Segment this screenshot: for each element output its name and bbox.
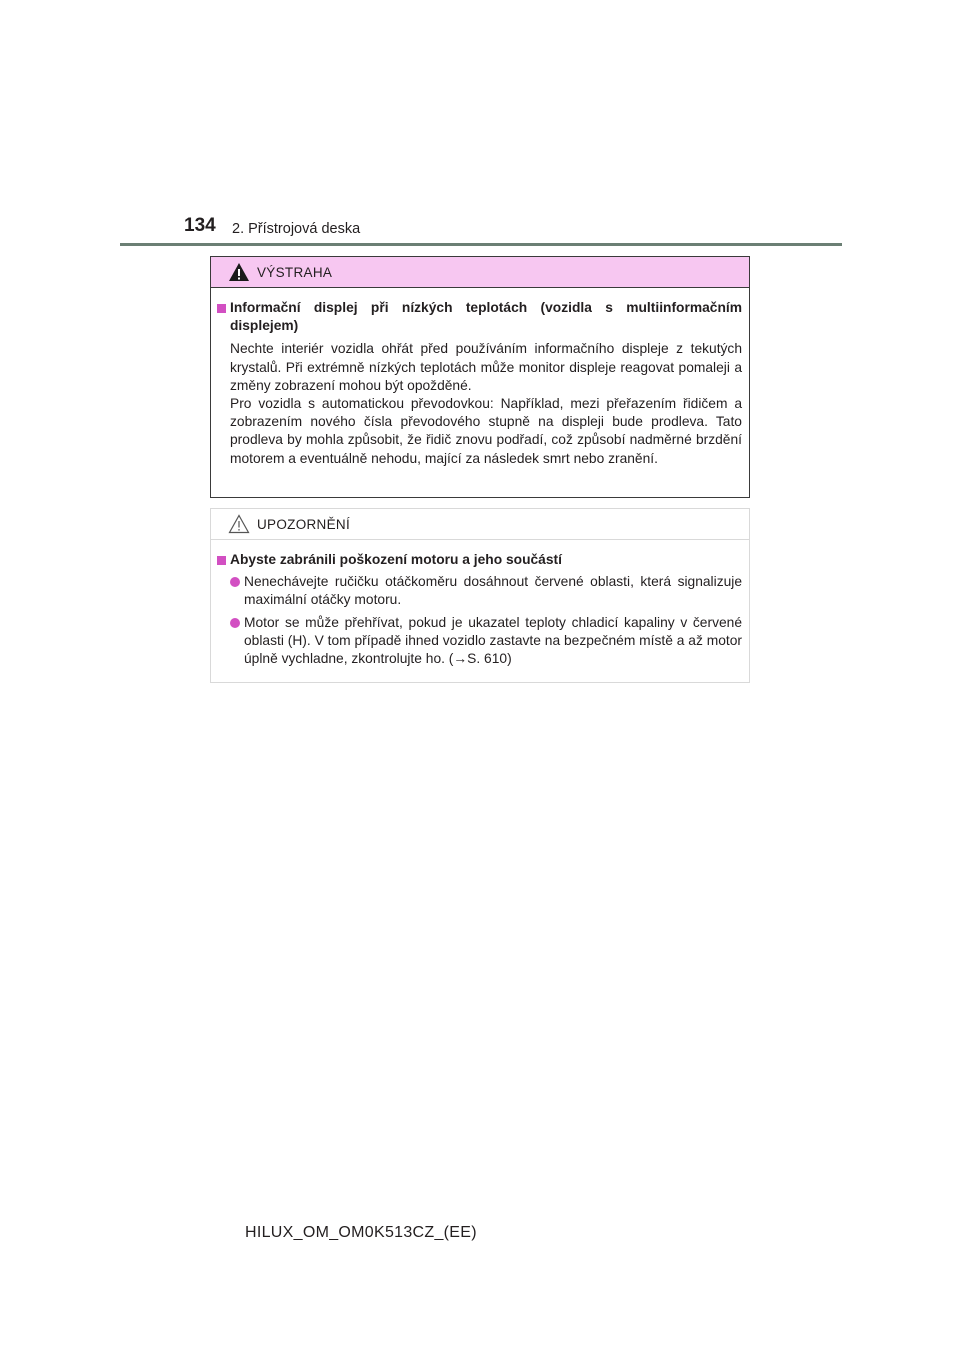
- notice-body: [211, 540, 749, 668]
- notice-item-text: Nenechávejte ručičku otáčkoměru dosáhnout červené oblasti, která signalizuje maximální otáčky motoru.: [244, 574, 742, 608]
- chapter-title: 2. Přístrojová deska: [232, 221, 361, 237]
- notice-box: [210, 508, 750, 683]
- notice-item-1: [230, 573, 742, 609]
- page-number: 134: [184, 215, 216, 236]
- warning-box: [210, 256, 750, 498]
- square-bullet-icon: [217, 304, 226, 313]
- notice-section-title: [217, 551, 742, 569]
- header-rule: [120, 243, 842, 246]
- caution-triangle-icon: [228, 514, 250, 534]
- warning-paragraph-2: Pro vozidla s automatickou převodovkou: Například, mezi přeřazením řidičem a zobrazením nového čísla převodového stupně na displeji bude prodleva. Tato prodleva by mohla způsobit, že řidič znovu podřadí, což způsobí nadměrné brzdění motorem a eventuálně nehodu, mající za následek smrt nebo zranění.: [230, 396, 742, 466]
- notice-header: [211, 509, 749, 540]
- notice-section-text: Abyste zabránili poškození motoru a jeho součástí: [230, 552, 562, 567]
- warning-triangle-icon: [228, 262, 250, 282]
- warning-body: [211, 288, 749, 468]
- warning-header: [211, 257, 749, 288]
- notice-label: UPOZORNĚNÍ: [257, 516, 351, 532]
- square-bullet-icon: [217, 556, 226, 565]
- notice-item-text: Motor se může přehřívat, pokud je ukazatel teploty chladicí kapaliny v červené oblasti (H). V tom případě ihned vozidlo zastavte na bezpečném místě a až motor úplně vychladne, zkontrolujte ho. (→S. 610): [244, 614, 742, 667]
- warning-paragraph-1: Nechte interiér vozidla ohřát před používáním informačního displeje z tekutých krystalů. Při extrémně nízkých teplotách může monitor displeje reagovat pomaleji a změny zobrazení mohou být opožděné.: [230, 341, 742, 393]
- warning-section-text: Informační displej při nízkých teplotách (vozidla s multiinformačním displejem): [230, 300, 742, 334]
- warning-label: VÝSTRAHA: [257, 264, 333, 280]
- warning-section-title: [217, 299, 742, 335]
- notice-item-2: [230, 614, 742, 669]
- dot-bullet-icon: [230, 577, 240, 587]
- dot-bullet-icon: [230, 618, 240, 628]
- document-code: HILUX_OM_OM0K513CZ_(EE): [245, 1224, 477, 1241]
